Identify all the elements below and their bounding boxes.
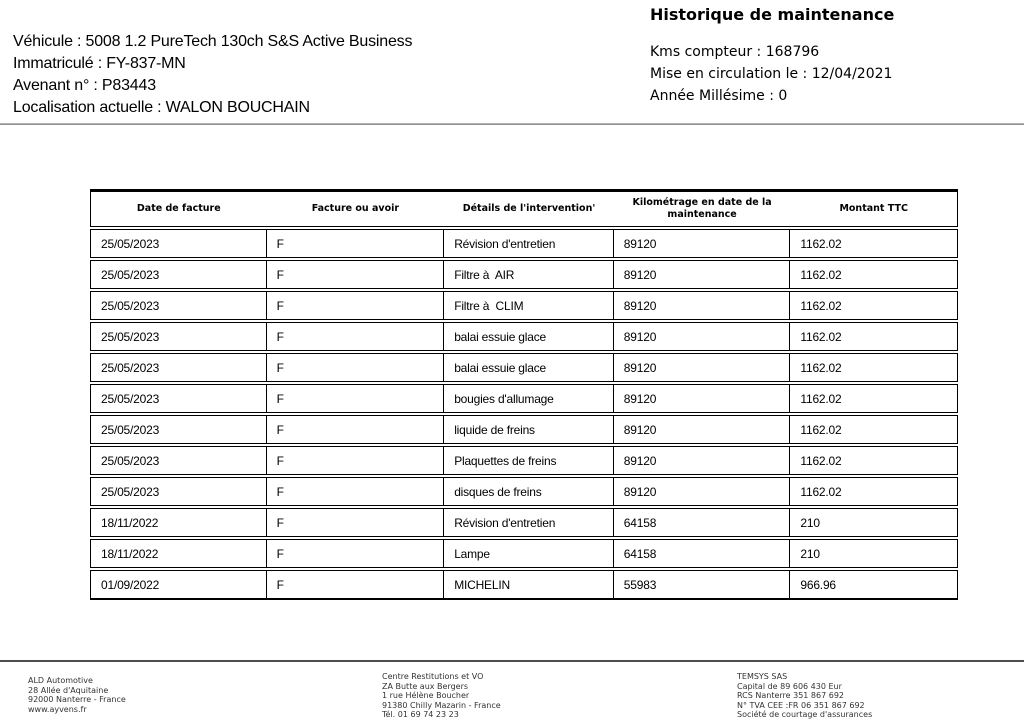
circulation-label: Mise en circulation le	[650, 66, 799, 82]
separator: :	[72, 33, 86, 50]
column-header-kilometrage: Kilométrage en date de la maintenance	[632, 196, 772, 220]
circulation-line	[650, 63, 894, 85]
kms-line	[650, 41, 894, 63]
separator: :	[752, 44, 766, 60]
maintenance-table	[90, 189, 958, 602]
cell-kilometrage: 89120	[614, 292, 791, 319]
separator: :	[89, 77, 102, 94]
cell-details: Filtre à CLIM	[444, 292, 614, 319]
cell-kilometrage: 89120	[614, 230, 791, 257]
cell-details: Révision d'entretien	[444, 230, 614, 257]
table-row	[90, 477, 958, 506]
table-row	[90, 539, 958, 568]
cell-details: balai essuie glace	[444, 354, 614, 381]
table-row	[90, 415, 958, 444]
avenant-line	[13, 75, 412, 97]
cell-montant: 1162.02	[800, 360, 842, 375]
cell-kilometrage: 89120	[614, 416, 791, 443]
avenant-label: Avenant n°	[13, 77, 90, 94]
footer-line: 28 Allée d'Aquitaine	[28, 685, 109, 695]
footer-line: 91380 Chilly Mazarin - France	[382, 700, 501, 710]
cell-facture: F	[267, 292, 445, 319]
table-body	[90, 229, 958, 600]
cell-kilometrage: 55983	[614, 571, 791, 598]
cell-date: 25/05/2023	[91, 385, 267, 412]
vehicle-value: 5008 1.2 PureTech 130ch S&S Active Business	[85, 33, 413, 50]
cell-montant: 210	[800, 515, 820, 530]
location-label: Localisation actuelle	[13, 99, 153, 116]
cell-montant: 1162.02	[800, 422, 842, 437]
cell-kilometrage: 64158	[614, 540, 791, 567]
cell-date: 25/05/2023	[91, 447, 267, 474]
cell-facture: F	[267, 354, 445, 381]
cell-kilometrage: 89120	[614, 261, 791, 288]
footer-column-temsys	[737, 672, 872, 720]
cell-details: MICHELIN	[444, 571, 614, 598]
footer-line: 92000 Nanterre - France	[28, 695, 126, 705]
footer-column-ald	[28, 672, 126, 714]
cell-date: 25/05/2023	[91, 416, 267, 443]
cell-facture: F	[267, 323, 445, 350]
table-row	[90, 446, 958, 475]
cell-date: 25/05/2023	[91, 230, 267, 257]
table-row	[90, 260, 958, 289]
cell-montant: 966.96	[800, 577, 836, 592]
cell-date: 18/11/2022	[91, 540, 267, 567]
column-header-montant: Montant TTC	[839, 202, 908, 214]
registration-label: Immatriculé	[13, 55, 94, 72]
millesime-label: Année Millésime	[650, 88, 765, 104]
header-divider	[0, 123, 1024, 125]
separator: :	[152, 99, 166, 116]
column-header-facture: Facture ou avoir	[311, 202, 400, 214]
cell-kilometrage: 89120	[614, 354, 791, 381]
column-header-date: Date de facture	[136, 202, 221, 214]
footer-line: Société de courtage d'assurances	[737, 710, 873, 720]
cell-date: 25/05/2023	[91, 292, 267, 319]
footer-line: ZA Butte aux Bergers	[382, 681, 469, 691]
cell-facture: F	[267, 447, 445, 474]
separator: :	[93, 55, 107, 72]
circulation-value: 12/04/2021	[811, 66, 893, 82]
cell-facture: F	[267, 230, 445, 257]
cell-kilometrage: 89120	[614, 478, 791, 505]
table-row	[90, 353, 958, 382]
separator: :	[798, 66, 812, 82]
vehicle-line	[13, 31, 412, 53]
cell-date: 25/05/2023	[91, 323, 267, 350]
cell-kilometrage: 89120	[614, 447, 791, 474]
footer-divider	[0, 660, 1024, 662]
location-value: WALON BOUCHAIN	[165, 99, 310, 116]
vehicle-info-block	[13, 31, 412, 119]
avenant-value: P83443	[101, 77, 156, 94]
cell-date: 25/05/2023	[91, 261, 267, 288]
cell-details: Plaquettes de freins	[444, 447, 614, 474]
footer-line: 1 rue Hélène Boucher	[382, 691, 470, 701]
location-line	[13, 97, 412, 119]
cell-details: Lampe	[444, 540, 614, 567]
table-row	[90, 229, 958, 258]
millesime-value: 0	[778, 88, 788, 104]
cell-details: liquide de freins	[444, 416, 614, 443]
kms-value: 168796	[765, 44, 820, 60]
cell-montant: 1162.02	[800, 484, 842, 499]
cell-date: 25/05/2023	[91, 354, 267, 381]
cell-details: balai essuie glace	[444, 323, 614, 350]
registration-value: FY-837-MN	[106, 55, 186, 72]
table-header-row	[90, 189, 958, 227]
cell-montant: 210	[800, 546, 820, 561]
cell-details: Filtre à AIR	[444, 261, 614, 288]
cell-montant: 1162.02	[800, 391, 842, 406]
footer-line: N° TVA CEE :FR 06 351 867 692	[737, 700, 865, 710]
footer-line: ALD Automotive	[28, 676, 93, 685]
maintenance-summary-block	[650, 5, 894, 107]
footer-column-centre-restitutions	[382, 672, 501, 720]
separator: :	[764, 88, 779, 104]
footer-line: Tél. 01 69 74 23 23	[382, 710, 459, 720]
table-row	[90, 570, 958, 600]
cell-date: 01/09/2022	[91, 571, 267, 598]
millesime-line	[650, 85, 894, 107]
table-row	[90, 508, 958, 537]
cell-montant: 1162.02	[800, 453, 842, 468]
cell-facture: F	[267, 509, 445, 536]
footer-line: RCS Nanterre 351 867 692	[737, 691, 845, 701]
column-header-details: Détails de l'intervention'	[462, 202, 596, 214]
cell-details: disques de freins	[444, 478, 614, 505]
cell-facture: F	[267, 540, 445, 567]
cell-kilometrage: 89120	[614, 385, 791, 412]
cell-montant: 1162.02	[800, 267, 842, 282]
kms-label: Kms compteur	[650, 44, 753, 60]
table-row	[90, 322, 958, 351]
footer-line: www.ayvens.fr	[28, 704, 87, 714]
cell-montant: 1162.02	[800, 298, 842, 313]
cell-facture: F	[267, 571, 445, 598]
cell-facture: F	[267, 416, 445, 443]
cell-kilometrage: 64158	[614, 509, 791, 536]
cell-date: 25/05/2023	[91, 478, 267, 505]
cell-date: 18/11/2022	[91, 509, 267, 536]
registration-line	[13, 53, 412, 75]
footer-line: Capital de 89 606 430 Eur	[737, 681, 842, 691]
table-row	[90, 291, 958, 320]
footer-line: TEMSYS SAS	[737, 672, 788, 681]
cell-details: Révision d'entretien	[444, 509, 614, 536]
vehicle-label: Véhicule	[13, 33, 73, 50]
table-row	[90, 384, 958, 413]
cell-montant: 1162.02	[800, 329, 842, 344]
cell-facture: F	[267, 385, 445, 412]
footer-line: Centre Restitutions et VO	[382, 672, 484, 681]
page-title: Historique de maintenance	[650, 5, 895, 24]
cell-facture: F	[267, 261, 445, 288]
cell-kilometrage: 89120	[614, 323, 791, 350]
cell-details: bougies d'allumage	[444, 385, 614, 412]
cell-montant: 1162.02	[800, 236, 842, 251]
cell-facture: F	[267, 478, 445, 505]
